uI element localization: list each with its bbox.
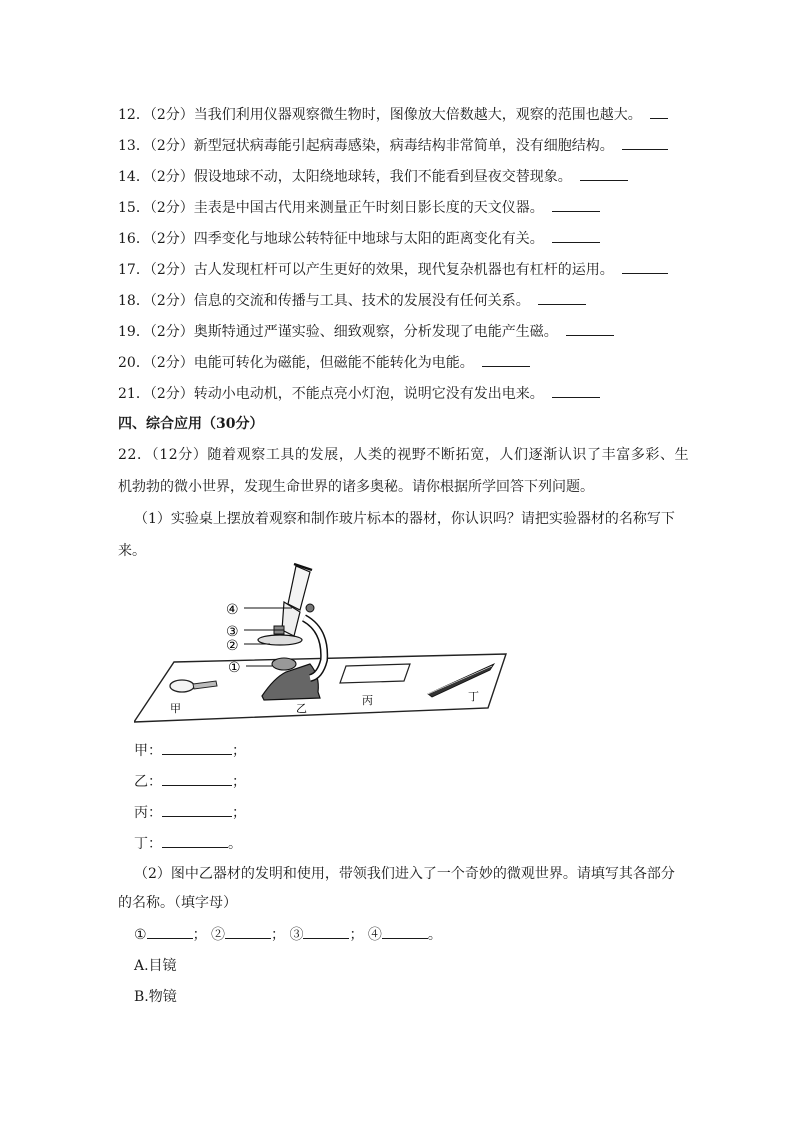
microscope-icon: [258, 564, 324, 700]
q22-sub2-line1: （2）图中乙器材的发明和使用，带领我们进入了一个奇妙的微观世界。请填写其各部分: [134, 866, 675, 882]
question-12: [118, 104, 668, 125]
question-21: [118, 383, 600, 404]
answer-blank-2[interactable]: [225, 924, 271, 939]
answer-blank-1[interactable]: [147, 924, 193, 939]
fill-end: ；: [232, 805, 246, 821]
answer-mark-2: ②: [211, 927, 226, 943]
question-number: 19．: [118, 324, 150, 340]
question-text: 假设地球不动，太阳绕地球转，我们不能看到昼夜交替现象。: [193, 169, 572, 185]
fill-label: 丁：: [134, 836, 162, 852]
question-text: 新型冠状病毒能引起病毒感染，病毒结构非常简单，没有细胞结构。: [193, 138, 614, 154]
answer-blank-4[interactable]: [382, 924, 428, 939]
option-b: B.物镜: [134, 989, 177, 1005]
fill-end: ；: [232, 743, 246, 759]
fill-yi: [134, 771, 246, 792]
part-label-4: ④: [226, 602, 239, 618]
question-number: 14．: [118, 169, 150, 185]
question-score: （2分）: [149, 293, 194, 309]
separator: ；: [271, 927, 286, 943]
answer-blank[interactable]: [566, 321, 614, 336]
fill-label: 丙：: [134, 805, 162, 821]
item-label-jia: 甲: [170, 702, 181, 715]
answer-mark-1: ①: [134, 927, 147, 943]
question-15: [118, 197, 600, 218]
q22-sub2-line2: 的名称。（填字母）: [118, 895, 237, 911]
part-label-2: ②: [226, 638, 239, 654]
answer-blank[interactable]: [650, 104, 668, 119]
fill-ding: [134, 833, 242, 854]
fill-label: 甲：: [134, 743, 162, 759]
question-score: （2分）: [149, 324, 194, 340]
glass-slide: [340, 664, 410, 683]
magnifier-icon: [170, 680, 217, 692]
item-label-bing: 丙: [362, 694, 373, 707]
question-number: 15．: [118, 200, 150, 216]
answer-blank[interactable]: [552, 197, 600, 212]
item-label-ding: 丁: [468, 690, 479, 703]
question-number: 17．: [118, 262, 150, 278]
question-text: 圭表是中国古代用来测量正午时刻日影长度的天文仪器。: [193, 200, 544, 216]
answer-blank[interactable]: [538, 290, 586, 305]
part-answer-row: [134, 924, 442, 945]
question-text: 四季变化与地球公转特征中地球与太阳的距离变化有关。: [193, 231, 544, 247]
item-label-yi: 乙: [296, 702, 307, 715]
question-number: 12．: [118, 107, 150, 123]
part-label-3: ③: [226, 624, 239, 640]
q22-intro-line1: 22．（12分）随着观察工具的发展，人类的视野不断拓宽，人们逐渐认识了丰富多彩、生: [118, 447, 690, 463]
question-score: （2分）: [149, 355, 194, 371]
question-14: [118, 166, 628, 187]
question-text: 奥斯特通过严谨实验、细致观察，分析发现了电能产生磁。: [193, 324, 558, 340]
question-19: [118, 321, 614, 342]
part-label-1: ①: [228, 660, 241, 676]
question-16: [118, 228, 600, 249]
section-heading: 四、综合应用（30分）: [118, 416, 264, 432]
answer-end: 。: [427, 927, 442, 943]
question-number: 18．: [118, 293, 150, 309]
question-17: [118, 259, 668, 280]
answer-blank[interactable]: [622, 259, 668, 274]
question-text: 当我们利用仪器观察微生物时，图像放大倍数越大，观察的范围也越大。: [193, 107, 642, 123]
fill-end: ；: [232, 774, 246, 790]
q22-sub1-line2: 来。: [118, 543, 146, 559]
tweezers-icon: [428, 664, 494, 697]
option-a: A.目镜: [134, 958, 177, 974]
question-score: （2分）: [149, 386, 194, 402]
fill-blank-ding[interactable]: [162, 833, 228, 848]
question-number: 21．: [118, 386, 150, 402]
answer-blank[interactable]: [622, 135, 668, 150]
fill-blank-bing[interactable]: [162, 802, 232, 817]
question-18: [118, 290, 586, 311]
fill-jia: [134, 740, 246, 761]
fill-bing: [134, 802, 246, 823]
separator: ；: [192, 927, 207, 943]
question-number: 16．: [118, 231, 150, 247]
question-13: [118, 135, 668, 156]
answer-blank[interactable]: [552, 383, 600, 398]
separator: ；: [349, 927, 364, 943]
question-text: 古人发现杠杆可以产生更好的效果，现代复杂机器也有杠杆的运用。: [193, 262, 614, 278]
question-score: （2分）: [149, 138, 194, 154]
question-score: （2分）: [149, 231, 194, 247]
question-score: （2分）: [149, 200, 194, 216]
answer-mark-4: ④: [367, 927, 382, 943]
question-text: 转动小电动机，不能点亮小灯泡，说明它没有发出电来。: [193, 386, 544, 402]
answer-blank[interactable]: [482, 352, 530, 367]
lab-equipment-figure: [134, 560, 508, 730]
question-score: （2分）: [149, 169, 194, 185]
fill-end: 。: [228, 836, 242, 852]
question-text: 电能可转化为磁能，但磁能不能转化为电能。: [193, 355, 474, 371]
answer-blank[interactable]: [580, 166, 628, 181]
answer-blank[interactable]: [552, 228, 600, 243]
fill-label: 乙：: [134, 774, 162, 790]
q22-sub1-line1: （1）实验桌上摆放着观察和制作玻片标本的器材，你认识吗？请把实验器材的名称写下: [134, 511, 675, 527]
fill-blank-yi[interactable]: [162, 771, 232, 786]
question-score: （2分）: [149, 107, 194, 123]
question-number: 20．: [118, 355, 150, 371]
question-20: [118, 352, 530, 373]
question-number: 13．: [118, 138, 150, 154]
question-score: （2分）: [149, 262, 194, 278]
answer-mark-3: ③: [289, 927, 304, 943]
question-text: 信息的交流和传播与工具、技术的发展没有任何关系。: [193, 293, 530, 309]
answer-blank-3[interactable]: [303, 924, 349, 939]
q22-intro-line2: 机勃勃的微小世界，发现生命世界的诸多奥秘。请你根据所学回答下列问题。: [118, 479, 594, 495]
fill-blank-jia[interactable]: [162, 740, 232, 755]
